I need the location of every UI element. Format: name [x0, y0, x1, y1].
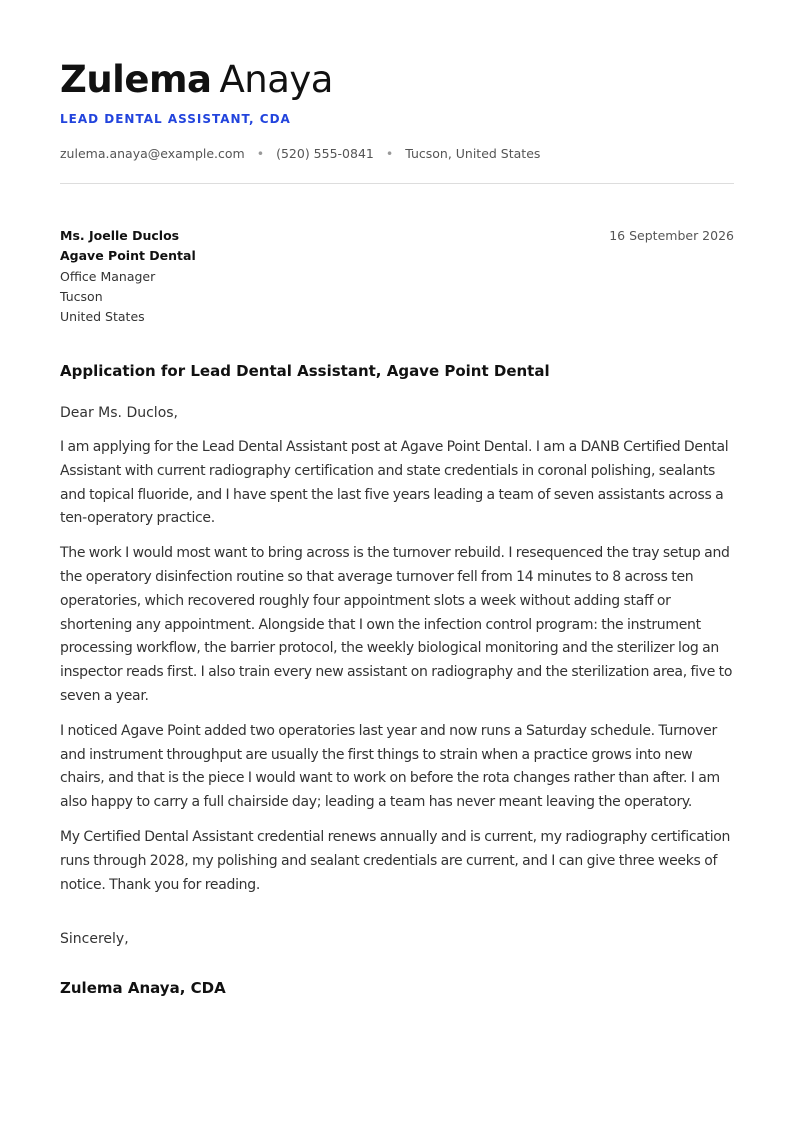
letter-subject: Application for Lead Dental Assistant, Agave Point Dental [60, 362, 550, 380]
recipient-role: Office Manager [60, 268, 156, 284]
letter-date: 16 September 2026 [609, 228, 734, 243]
closing: Sincerely, [60, 931, 129, 948]
applicant-name [60, 58, 734, 102]
recipient-company: Agave Point Dental [60, 248, 196, 264]
contact-separator: • [385, 146, 394, 161]
body-paragraph: My Certified Dental Assistant credential renews annually and is current, my radiography certification runs through 2028, my polishing and sealant credentials are current, and I can give three weeks of notice. Thank you for reading. [60, 828, 731, 893]
body-paragraph: I am applying for the Lead Dental Assistant post at Agave Point Dental. I am a DANB Certified Dental Assistant with current radiography certification and state credentials in coronal polishing, sealants and topical fluoride, and I have spent the last five years leading a team of seven assistants across a ten-operatory practice. [60, 439, 729, 527]
signature: Zulema Anaya, CDA [60, 979, 226, 998]
header-divider [60, 183, 734, 184]
first-name: Zulema [60, 58, 212, 101]
contact-phone[interactable]: (520) 555-0841 [276, 146, 374, 161]
contact-line [60, 146, 734, 161]
contact-separator: • [256, 146, 265, 161]
recipient-country: United States [60, 309, 145, 325]
last-name: Anaya [219, 58, 333, 101]
letter-meta [60, 226, 734, 326]
recipient-name: Ms. Joelle Duclos [60, 228, 180, 243]
body-paragraph: I noticed Agave Point added two operatories last year and now runs a Saturday schedule. Turnover and instrument throughput are usually the first things to strain when a practice grows into new chairs, and that is the piece I would want to work on before the rota changes rather than after. I am also happy to carry a full chairside day; leading a team has never meant leaving the operatory. [60, 722, 720, 811]
recipient-city: Tucson [60, 288, 103, 304]
contact-location: Tucson, United States [405, 146, 541, 161]
salutation: Dear Ms. Duclos, [60, 405, 179, 421]
contact-email[interactable]: zulema.anaya@example.com [60, 146, 245, 161]
body-paragraph: The work I would most want to bring across is the turnover rebuild. I resequenced the tray setup and the operatory disinfection routine so that average turnover fell from 14 minutes to 8 across ten operatories, which recovered roughly four appointment slots a week without adding staff or shortening any appointment. Alongside that I own the infection control program: the instrument processing workflow, the barrier protocol, the weekly biological monitoring and the sterilizer log an inspector reads first. I also train every new assistant on radiography and the sterilization area, five to seven a year. [60, 545, 733, 704]
job-title: LEAD DENTAL ASSISTANT, CDA [60, 112, 291, 126]
